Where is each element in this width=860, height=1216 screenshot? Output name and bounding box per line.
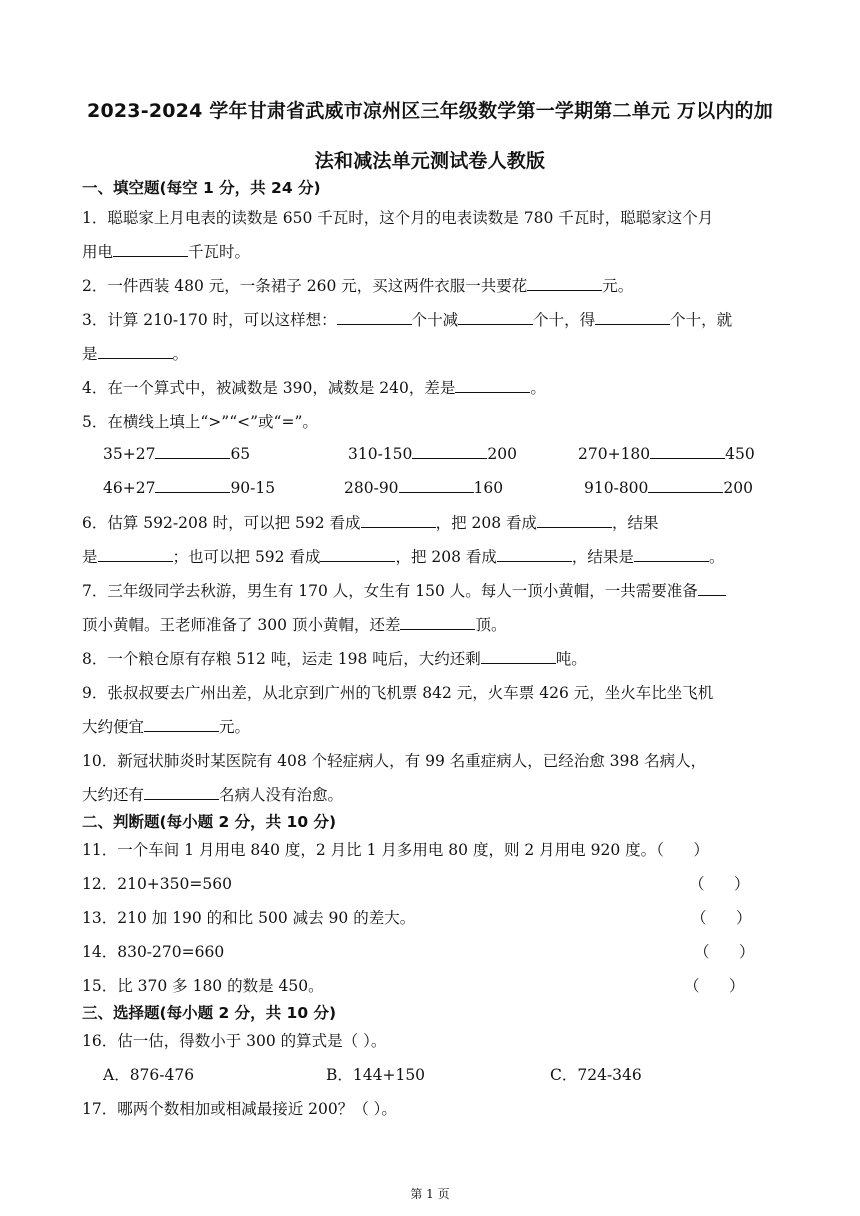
q4-text-b: 。	[530, 379, 546, 397]
option-c[interactable]: C．724-346	[550, 1066, 642, 1084]
answer-blank[interactable]	[98, 343, 173, 359]
compare-left: 270+180	[578, 445, 651, 463]
answer-blank[interactable]	[113, 241, 188, 257]
answer-blank[interactable]	[537, 512, 612, 528]
title-line-2: 法和减法单元测试卷人教版	[314, 150, 546, 172]
compare-left: 310-150	[348, 445, 413, 463]
q3-text-e: 是	[82, 345, 98, 363]
answer-blank[interactable]	[144, 784, 219, 800]
answer-blank[interactable]	[455, 377, 530, 393]
compare-left: 910-800	[584, 479, 649, 497]
q7-text-a: 7．三年级同学去秋游，男生有 170 人，女生有 150 人。每人一顶小黄帽，一共需要准备	[82, 582, 698, 600]
compare-item	[578, 443, 755, 463]
judge-item-13: 13．210 加 190 的和比 500 减去 90 的差大。	[82, 909, 416, 927]
compare-blank[interactable]	[155, 477, 230, 493]
judge-text: 11．一个车间 1 月用电 840 度，2 月比 1 月多用电 80 度，则 2 月用电 920 度。	[82, 841, 657, 859]
q8-text-a: 8．一个粮仓原有存粮 512 吨，运走 198 吨后，大约还剩	[82, 650, 481, 668]
answer-blank[interactable]	[481, 648, 556, 664]
q3-text-a: 3．计算 210-170 时，可以这样想：	[82, 311, 337, 329]
answer-paren[interactable]: （ ）	[691, 909, 752, 927]
compare-right: 65	[230, 445, 251, 463]
q2-text-a: 2．一件西装 480 元，一条裙子 260 元，买这两件衣服一共要花	[82, 277, 528, 295]
judge-item-11	[82, 838, 709, 860]
q7-text-c: 顶。	[475, 616, 507, 634]
answer-blank[interactable]	[634, 546, 709, 562]
compare-right: 200	[487, 445, 518, 463]
q3-line2	[82, 342, 188, 364]
section-multiple-choice: 三、选择题(每小题 2 分，共 10 分)	[82, 1004, 337, 1022]
q10-line2	[82, 783, 343, 805]
page-number: 第 1 页	[410, 1187, 450, 1201]
compare-item	[584, 477, 753, 497]
q6-text-e: ；也可以把 592 看成	[172, 548, 321, 566]
judge-item-14: 14．830-270=660	[82, 943, 225, 961]
answer-blank[interactable]	[527, 275, 602, 291]
answer-blank[interactable]	[497, 546, 572, 562]
answer-blank[interactable]	[698, 580, 726, 596]
q2-line	[82, 274, 633, 296]
q16-stem: 16．估一估，得数小于 300 的算式是（ ）。	[82, 1032, 387, 1050]
q6-text-c: ，结果	[612, 514, 659, 532]
q9-line1: 9．张叔叔要去广州出差，从北京到广州的飞机票 842 元，火车票 426 元，坐火车比坐飞机	[82, 684, 714, 702]
judge-item-12: 12．210+350=560	[82, 875, 232, 893]
q3-text-c: 个十，得	[533, 311, 596, 329]
q6-text-b: ，把 208 看成	[435, 514, 538, 532]
q6-text-h: 。	[708, 548, 725, 566]
q1-text-a: 用电	[82, 243, 114, 261]
section-true-false: 二、判断题(每小题 2 分，共 10 分)	[82, 813, 337, 831]
compare-left: 46+27	[103, 479, 156, 497]
q6-text-f: ，把 208 看成	[395, 548, 497, 566]
title-line-1: 2023-2024 学年甘肃省武威市凉州区三年级数学第一学期第二单元 万以内的加	[87, 100, 773, 122]
q2-text-b: 元。	[602, 277, 634, 295]
judge-item-15: 15．比 370 多 180 的数是 450。	[82, 977, 324, 995]
compare-left: 35+27	[103, 445, 156, 463]
q9-line2	[82, 715, 250, 737]
compare-item	[348, 443, 517, 463]
q1-line2	[82, 240, 250, 262]
q7-line1	[82, 579, 726, 601]
q10-text-b: 名病人没有治愈。	[219, 786, 344, 804]
q3-text-d: 个十，就	[670, 311, 733, 329]
compare-right: 90-15	[230, 479, 276, 497]
answer-blank[interactable]	[361, 512, 436, 528]
answer-blank[interactable]	[320, 546, 395, 562]
compare-blank[interactable]	[650, 443, 725, 459]
q10-text-a: 大约还有	[82, 786, 145, 804]
q6-line1	[82, 511, 659, 533]
q8-line	[82, 647, 587, 669]
q6-line2	[82, 545, 724, 567]
q5-intro: 5．在横线上填上“>”“<”或“=”。	[82, 413, 318, 431]
section-fill-blank: 一、填空题(每空 1 分，共 24 分)	[82, 179, 321, 197]
compare-right: 160	[473, 479, 504, 497]
compare-right: 200	[723, 479, 754, 497]
compare-item	[103, 443, 250, 463]
q7-line2	[82, 613, 506, 635]
answer-blank[interactable]	[144, 716, 219, 732]
answer-paren[interactable]: （ ）	[684, 977, 745, 995]
q6-text-a: 6．估算 592-208 时，可以把 592 看成	[82, 514, 361, 532]
compare-blank[interactable]	[399, 477, 474, 493]
option-b[interactable]: B．144+150	[326, 1066, 426, 1084]
q3-text-f: 。	[172, 345, 189, 363]
compare-blank[interactable]	[648, 477, 723, 493]
q4-line	[82, 376, 546, 398]
compare-blank[interactable]	[155, 443, 230, 459]
q17-stem: 17．哪两个数相加或相减最接近 200？（ ）。	[82, 1100, 397, 1118]
q1-line1: 1．聪聪家上月电表的读数是 650 千瓦时，这个月的电表读数是 780 千瓦时，聪聪家这个月	[82, 209, 714, 227]
q3-line1	[82, 308, 732, 330]
q7-text-b: 顶小黄帽。王老师准备了 300 顶小黄帽，还差	[82, 616, 401, 634]
answer-blank[interactable]	[400, 614, 475, 630]
compare-left: 280-90	[344, 479, 399, 497]
answer-blank[interactable]	[98, 546, 173, 562]
q8-text-b: 吨。	[555, 650, 587, 668]
answer-blank[interactable]	[337, 309, 412, 325]
answer-paren[interactable]: （ ）	[689, 875, 750, 893]
compare-item	[103, 477, 275, 497]
q10-line1: 10．新冠状肺炎时某医院有 408 个轻症病人，有 99 名重症病人，已经治愈 398 名病人，	[82, 752, 707, 770]
q6-text-d: 是	[82, 548, 98, 566]
q6-text-g: ，结果是	[571, 548, 634, 566]
compare-blank[interactable]	[412, 443, 487, 459]
q3-text-b: 个十减	[411, 311, 459, 329]
answer-blank[interactable]	[595, 309, 670, 325]
compare-item	[344, 477, 503, 497]
q9-text-b: 元。	[219, 718, 251, 736]
option-a[interactable]: A．876-476	[103, 1066, 195, 1084]
q4-text-a: 4．在一个算式中，被减数是 390，减数是 240，差是	[82, 379, 456, 397]
q9-text-a: 大约便宜	[82, 718, 145, 736]
answer-paren[interactable]: （ ）	[656, 841, 709, 859]
compare-right: 450	[725, 445, 755, 463]
q1-text-b: 千瓦时。	[188, 243, 251, 261]
answer-paren[interactable]: （ ）	[694, 943, 755, 961]
answer-blank[interactable]	[458, 309, 533, 325]
